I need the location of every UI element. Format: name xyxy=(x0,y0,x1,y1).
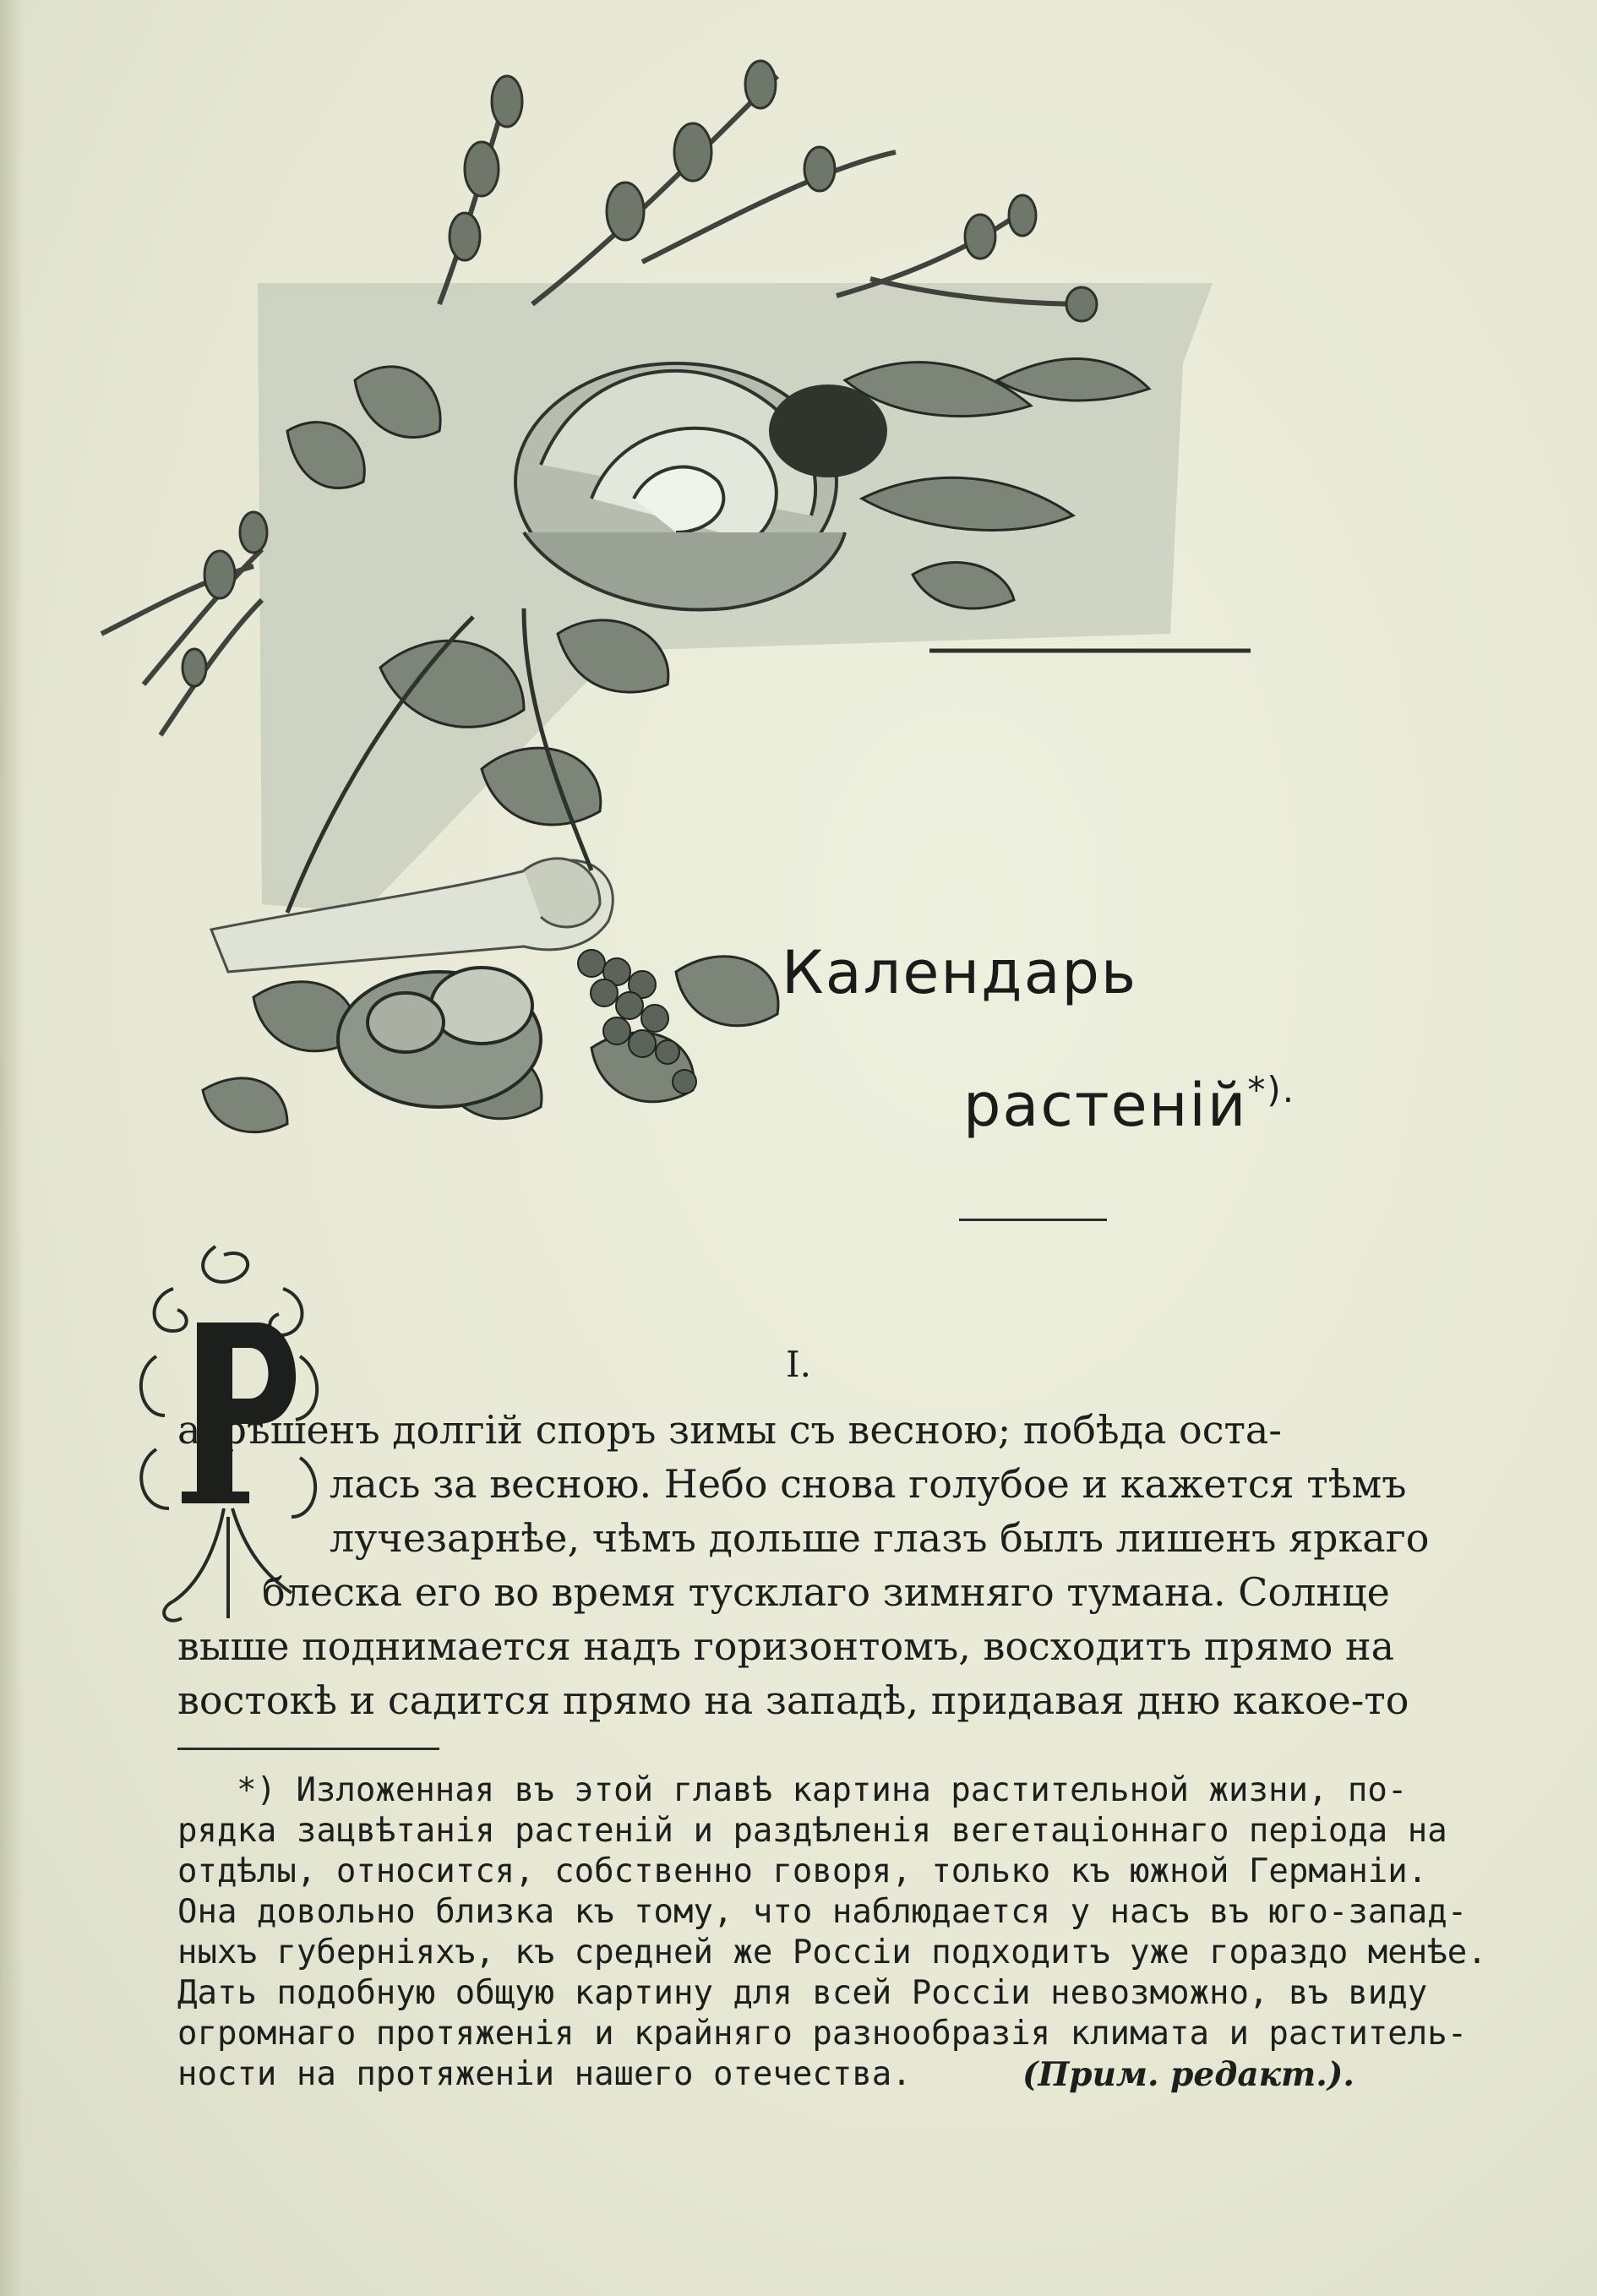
body-line: лась за весною. Небо снова голубое и кажется тѣмъ xyxy=(330,1461,1407,1507)
footnote-signature: (Прим. редакт.). xyxy=(1022,2055,1354,2094)
footnote-mark: *). xyxy=(1247,1069,1296,1110)
chapter-title-line2 xyxy=(963,1069,1295,1140)
footnote-line: отдѣлы, относится, собственно говоря, только къ южной Германіи. xyxy=(177,1852,1428,1890)
footnote-line: ныхъ губерніяхъ, къ средней же Россіи подходитъ уже гораздо менѣе. xyxy=(177,1933,1487,1972)
body-line: блеска его во время тусклаго зимняго тумана. Солнце xyxy=(262,1569,1390,1615)
body-line: востокѣ и садится прямо на западѣ, придавая дню какое-то xyxy=(177,1677,1409,1723)
footnote-line: ности на протяженіи нашего отечества. xyxy=(177,2055,912,2093)
floral-engraving xyxy=(84,25,1267,1234)
footnote-line: рядка зацвѣтанія растеній и раздѣленія вегетаціоннаго періода на xyxy=(177,1812,1447,1850)
body-line: азрѣшенъ долгій споръ зимы съ весною; побѣда оста- xyxy=(177,1407,1282,1453)
body-line: лучезарнѣе, чѣмъ дольше глазъ былъ лишенъ яркаго xyxy=(330,1515,1430,1561)
footnote-divider xyxy=(177,1748,439,1750)
body-line: выше поднимается надъ горизонтомъ, восходитъ прямо на xyxy=(177,1623,1395,1669)
chapter-title-line1: Календарь xyxy=(782,938,1138,1007)
footnote-line: Она довольно близка къ тому, что наблюдается у насъ въ юго-запад- xyxy=(177,1893,1468,1931)
chapter-title-word: растеній xyxy=(963,1071,1248,1140)
section-number: I. xyxy=(786,1344,811,1385)
footnote-line: Дать подобную общую картину для всей Россіи невозможно, въ виду xyxy=(177,1974,1428,2012)
title-divider xyxy=(959,1219,1107,1221)
footnote-line: огромнаго протяженія и крайняго разнообразія климата и раститель- xyxy=(177,2015,1468,2053)
footnote-line: *) Изложенная въ этой главѣ картина растительной жизни, по- xyxy=(237,1771,1408,1809)
